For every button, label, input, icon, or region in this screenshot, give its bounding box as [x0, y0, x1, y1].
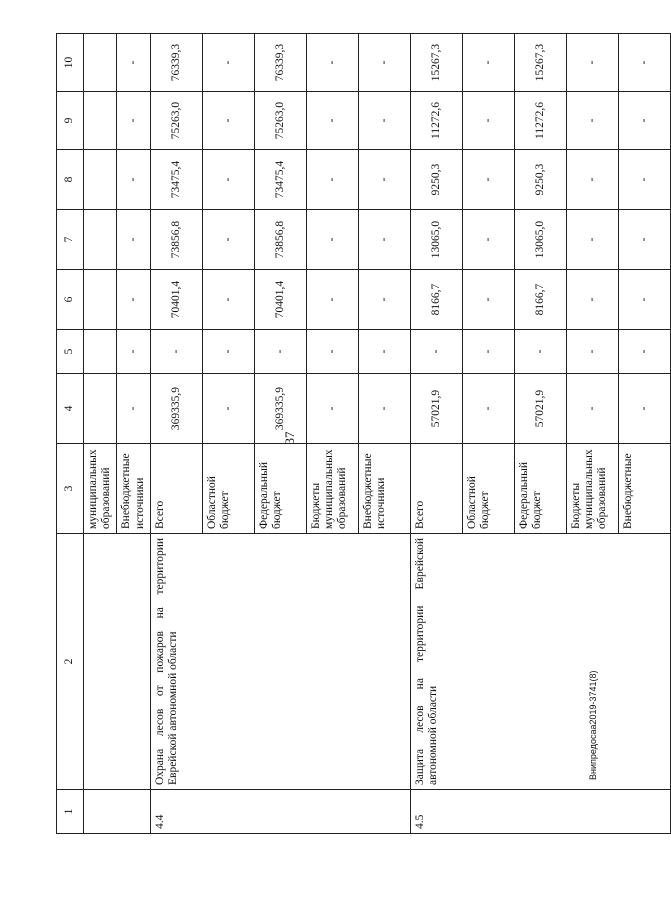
value-cell: - [202, 210, 254, 270]
value-cell: - [618, 270, 670, 330]
value-cell: - [566, 374, 618, 444]
section-title-cell: Защита лесов на территории Еврейской автономной области [410, 534, 670, 790]
funding-source-cell: Федеральный бюджет [254, 444, 306, 534]
value-cell: - [202, 150, 254, 210]
section-title-cell: Охрана лесов от пожаров на территории Еврейской автономной области [150, 534, 410, 790]
value-cell: 9250,3 [410, 150, 462, 210]
value-cell: - [566, 210, 618, 270]
title-cell [84, 534, 151, 790]
funding-source-cell: Внебюджетные источники [358, 444, 410, 534]
value-cell: - [566, 270, 618, 330]
value-cell: - [566, 330, 618, 374]
section-number-cell: 4.4 [150, 790, 410, 834]
value-cell: 13065,0 [410, 210, 462, 270]
column-number-header: 4 [57, 374, 84, 444]
section-number-cell: 4.5 [410, 790, 670, 834]
value-cell: - [358, 34, 410, 92]
value-cell: 13065,0 [514, 210, 566, 270]
value-cell: - [618, 210, 670, 270]
column-number-header: 3 [57, 444, 84, 534]
funding-source-cell: Областной бюджет [202, 444, 254, 534]
value-cell: - [117, 374, 150, 444]
value-cell: 8166,7 [514, 270, 566, 330]
value-cell: - [618, 34, 670, 92]
value-cell: - [618, 92, 670, 150]
value-cell: - [462, 270, 514, 330]
value-cell: - [202, 374, 254, 444]
value-cell: 73856,8 [254, 210, 306, 270]
column-number-header: 2 [57, 534, 84, 790]
value-cell: - [117, 330, 150, 374]
table-row [150, 34, 202, 834]
value-cell: 73856,8 [150, 210, 202, 270]
funding-source-cell: Бюджеты муниципальных образований [566, 444, 618, 534]
value-cell: - [202, 330, 254, 374]
value-cell: - [306, 92, 358, 150]
value-cell: - [462, 34, 514, 92]
value-cell: - [462, 92, 514, 150]
value-cell: - [117, 150, 150, 210]
value-cell: 73475,4 [150, 150, 202, 210]
value-cell: 70401,4 [150, 270, 202, 330]
value-cell: - [514, 330, 566, 374]
value-cell: 15267,3 [410, 34, 462, 92]
value-cell: 57021,9 [514, 374, 566, 444]
page-number: 37 [282, 431, 297, 445]
value-cell [84, 330, 117, 374]
value-cell: - [358, 150, 410, 210]
table-row [84, 34, 117, 834]
value-cell: - [566, 34, 618, 92]
header-row [57, 34, 84, 834]
budget-table [56, 33, 671, 834]
value-cell: - [117, 34, 150, 92]
value-cell: - [117, 92, 150, 150]
value-cell: 75263,0 [254, 92, 306, 150]
value-cell [84, 150, 117, 210]
column-number-header: 5 [57, 330, 84, 374]
column-number-header: 9 [57, 92, 84, 150]
value-cell: - [306, 374, 358, 444]
value-cell: - [618, 150, 670, 210]
value-cell: - [202, 270, 254, 330]
value-cell: - [566, 150, 618, 210]
value-cell [84, 270, 117, 330]
value-cell [84, 34, 117, 92]
value-cell: - [150, 330, 202, 374]
value-cell: 70401,4 [254, 270, 306, 330]
value-cell: - [618, 374, 670, 444]
column-number-header: 10 [57, 34, 84, 92]
table-row [410, 34, 462, 834]
column-number-header: 8 [57, 150, 84, 210]
value-cell: - [358, 210, 410, 270]
funding-source-cell: Бюджеты муниципальных образований [306, 444, 358, 534]
value-cell: 75263,0 [150, 92, 202, 150]
value-cell [84, 92, 117, 150]
document-stamp: Внипредосаа2019-3741(8) [588, 670, 598, 780]
column-number-header: 7 [57, 210, 84, 270]
value-cell: - [462, 374, 514, 444]
value-cell: - [358, 270, 410, 330]
value-cell: - [202, 34, 254, 92]
value-cell [84, 374, 117, 444]
value-cell: - [618, 330, 670, 374]
value-cell: - [462, 150, 514, 210]
value-cell: - [566, 92, 618, 150]
column-number-header: 1 [57, 790, 84, 834]
value-cell: - [117, 270, 150, 330]
value-cell: 15267,3 [514, 34, 566, 92]
value-cell: 73475,4 [254, 150, 306, 210]
value-cell: - [306, 210, 358, 270]
value-cell: 369335,9 [254, 374, 306, 444]
rotated-table-wrapper [56, 34, 650, 834]
funding-source-cell: муниципальных образований [84, 444, 117, 534]
funding-source-cell: Федеральный бюджет [514, 444, 566, 534]
num-cell [84, 790, 151, 834]
value-cell: - [306, 330, 358, 374]
value-cell: 57021,9 [410, 374, 462, 444]
value-cell: - [306, 270, 358, 330]
value-cell: 9250,3 [514, 150, 566, 210]
value-cell: - [202, 92, 254, 150]
funding-source-cell: Всего [150, 444, 202, 534]
value-cell: 11272,6 [410, 92, 462, 150]
value-cell: - [462, 210, 514, 270]
value-cell: 76339,3 [254, 34, 306, 92]
value-cell: - [358, 92, 410, 150]
column-number-header: 6 [57, 270, 84, 330]
value-cell: - [410, 330, 462, 374]
value-cell: - [462, 330, 514, 374]
value-cell: - [358, 374, 410, 444]
value-cell: - [306, 34, 358, 92]
funding-source-cell: Внебюджетные [618, 444, 670, 534]
value-cell: 76339,3 [150, 34, 202, 92]
value-cell: 369335,9 [150, 374, 202, 444]
value-cell: 11272,6 [514, 92, 566, 150]
funding-source-cell: Областной бюджет [462, 444, 514, 534]
funding-source-cell: Внебюджетные источники [117, 444, 150, 534]
value-cell: - [117, 210, 150, 270]
value-cell: - [358, 330, 410, 374]
funding-source-cell: Всего [410, 444, 462, 534]
value-cell: 8166,7 [410, 270, 462, 330]
value-cell: - [254, 330, 306, 374]
value-cell: - [306, 150, 358, 210]
value-cell [84, 210, 117, 270]
